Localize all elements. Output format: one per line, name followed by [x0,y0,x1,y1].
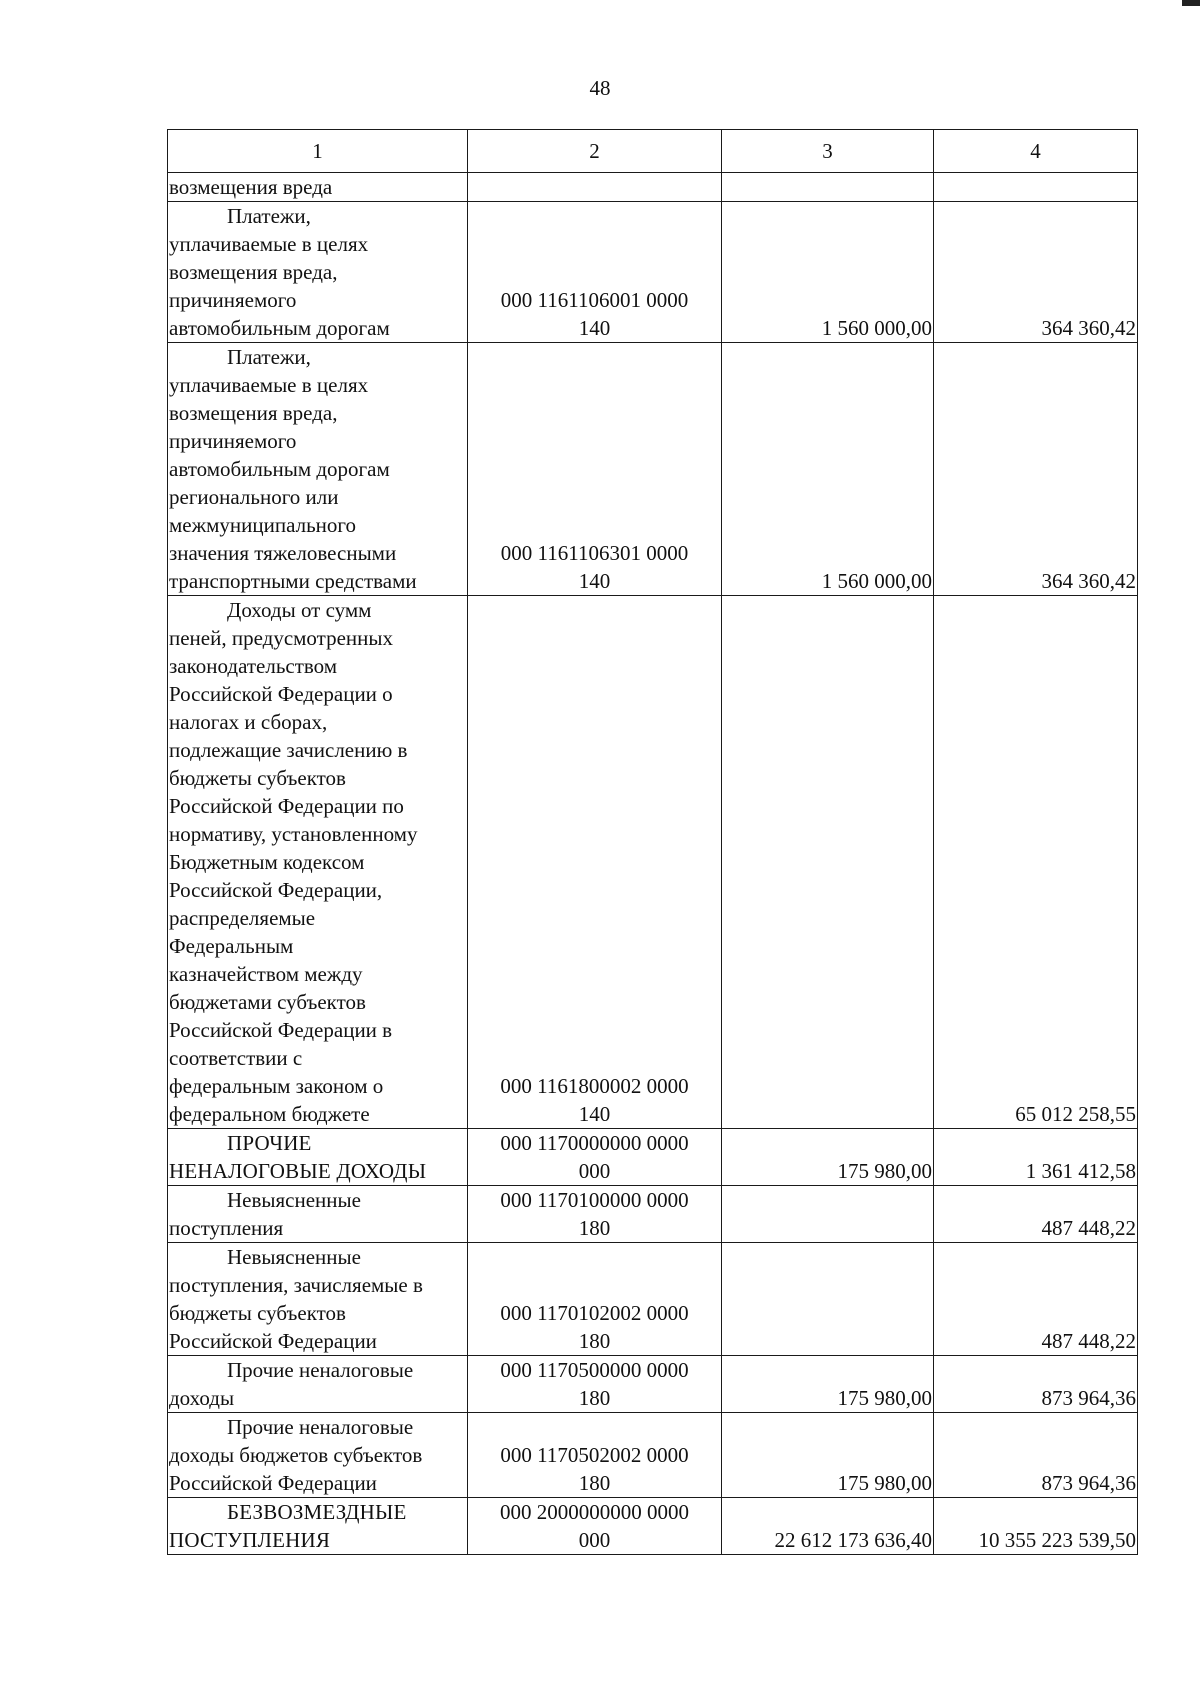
row-code [468,173,722,202]
table-row [168,1356,1138,1413]
row-code: 000 2000000000 0000 000 [468,1498,722,1555]
budget-revenue-table [167,129,1138,1555]
row-plan-amount: 175 980,00 [722,1356,934,1413]
row-code: 000 1161106001 0000 140 [468,202,722,343]
table-row [168,1186,1138,1243]
table-row [168,596,1138,1129]
row-name: Невыясненные поступления [168,1186,468,1243]
row-actual-amount: 873 964,36 [934,1356,1138,1413]
row-actual-amount [934,173,1138,202]
row-plan-amount: 22 612 173 636,40 [722,1498,934,1555]
row-actual-amount: 487 448,22 [934,1243,1138,1356]
column-header-1: 1 [168,130,468,173]
row-name: БЕЗВОЗМЕЗДНЫЕ ПОСТУПЛЕНИЯ [168,1498,468,1555]
row-actual-amount: 487 448,22 [934,1186,1138,1243]
table-row [168,1498,1138,1555]
row-actual-amount: 873 964,36 [934,1413,1138,1498]
row-plan-amount [722,173,934,202]
column-header-3: 3 [722,130,934,173]
table-row [168,343,1138,596]
row-code: 000 1161106301 0000 140 [468,343,722,596]
row-plan-amount: 175 980,00 [722,1413,934,1498]
table-row [168,1129,1138,1186]
row-name: ПРОЧИЕ НЕНАЛОГОВЫЕ ДОХОДЫ [168,1129,468,1186]
row-name: Прочие неналоговые доходы [168,1356,468,1413]
column-header-4: 4 [934,130,1138,173]
row-name: Платежи, уплачиваемые в целях возмещения вреда, причиняемого автомобильным дорогам [168,202,468,343]
row-actual-amount: 364 360,42 [934,202,1138,343]
row-name: возмещения вреда [168,173,468,202]
row-code: 000 1170500000 0000 180 [468,1356,722,1413]
row-code: 000 1170502002 0000 180 [468,1413,722,1498]
column-header-2: 2 [468,130,722,173]
table-row [168,1413,1138,1498]
row-actual-amount: 65 012 258,55 [934,596,1138,1129]
scan-edge-mark [1182,0,1200,6]
row-name: Прочие неналоговые доходы бюджетов субъектов Российской Федерации [168,1413,468,1498]
row-name: Невыясненные поступления, зачисляемые в бюджеты субъектов Российской Федерации [168,1243,468,1356]
row-plan-amount [722,1186,934,1243]
row-code: 000 1170000000 0000 000 [468,1129,722,1186]
row-code: 000 1161800002 0000 140 [468,596,722,1129]
row-plan-amount [722,596,934,1129]
table-row [168,1243,1138,1356]
row-code: 000 1170100000 0000 180 [468,1186,722,1243]
row-plan-amount: 1 560 000,00 [722,343,934,596]
page-number: 48 [589,76,611,100]
row-actual-amount: 1 361 412,58 [934,1129,1138,1186]
row-plan-amount [722,1243,934,1356]
row-actual-amount: 364 360,42 [934,343,1138,596]
table-header-row [168,130,1138,173]
row-plan-amount: 1 560 000,00 [722,202,934,343]
row-name: Доходы от сумм пеней, предусмотренных законодательством Российской Федерации о налогах и сборах, подлежащие зачислению в бюджеты субъектов Российской Федерации по нормативу, установленному Бюджетным кодексом Российской Федерации, распределяемые Федеральным казначейством между бюджетами субъектов Российской Федерации в соответствии с федеральным законом о федеральном бюджете [168,596,468,1129]
row-code: 000 1170102002 0000 180 [468,1243,722,1356]
table-row [168,173,1138,202]
row-actual-amount: 10 355 223 539,50 [934,1498,1138,1555]
table-row [168,202,1138,343]
row-name: Платежи, уплачиваемые в целях возмещения вреда, причиняемого автомобильным дорогам регионального или межмуниципального значения тяжеловесными транспортными средствами [168,343,468,596]
row-plan-amount: 175 980,00 [722,1129,934,1186]
